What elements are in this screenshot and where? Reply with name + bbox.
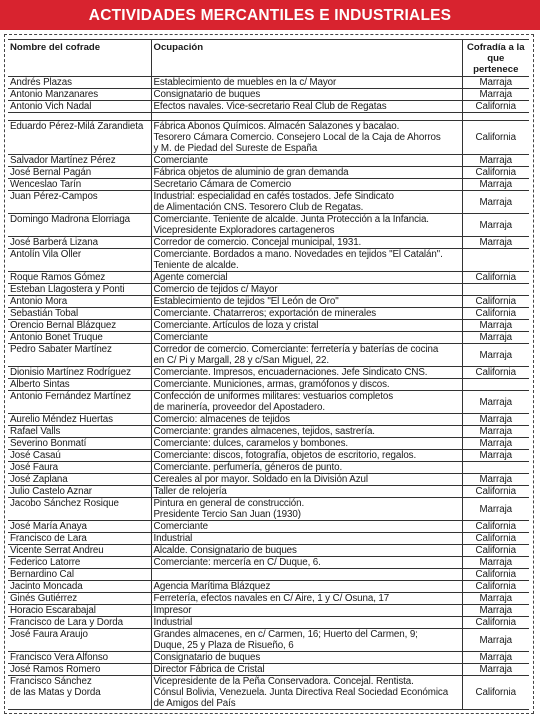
cofrade-name: Antonio Mora (8, 296, 151, 308)
cofrade-name: José Zaplana (8, 474, 151, 486)
cofrade-name: Sebastián Tobal (8, 308, 151, 320)
occupation-cell: Comerciante (151, 521, 462, 533)
table-row (8, 533, 529, 545)
cofradia-cell: Marraja (462, 629, 529, 652)
occupation-cell: Ferretería, efectos navales en C/ Aire, 1 y C/ Osuna, 17 (151, 593, 462, 605)
table-row (8, 676, 529, 710)
cofradia-cell (462, 249, 529, 272)
cofradia-cell: Marraja (462, 498, 529, 521)
cofradia-cell: California (462, 533, 529, 545)
cofradia-cell: California (462, 167, 529, 179)
table-row (8, 308, 529, 320)
cofradia-cell: Marraja (462, 557, 529, 569)
cofrade-name: Dionisio Martínez Rodríguez (8, 367, 151, 379)
cofrade-name: José Bernal Pagán (8, 167, 151, 179)
occupation-cell (151, 113, 462, 121)
cofrade-name: Antonio Fernández Martínez (8, 391, 151, 414)
occupation-cell: Impresor (151, 605, 462, 617)
occupation-cell: Comerciante. Teniente de alcalde. Junta Protección a la Infancia. Vicepresidente Exploradores cartageneros (151, 214, 462, 237)
cofrade-name: Jacobo Sánchez Rosique (8, 498, 151, 521)
occupation-cell: Secretario Cámara de Comercio (151, 179, 462, 191)
cofrade-name: Antonio Vich Nadal (8, 101, 151, 113)
table-row (8, 557, 529, 569)
table-row (8, 438, 529, 450)
cofradia-cell (462, 284, 529, 296)
cofradia-cell: California (462, 581, 529, 593)
cofradia-cell: California (462, 121, 529, 155)
cofrade-name: Alberto Sintas (8, 379, 151, 391)
cofrade-name: Roque Ramos Gómez (8, 272, 151, 284)
cofrade-name: José Faura (8, 462, 151, 474)
merchants-table (8, 39, 529, 710)
cofradia-cell: Marraja (462, 414, 529, 426)
table-row (8, 605, 529, 617)
table-row (8, 617, 529, 629)
occupation-cell: Comerciante. Bordados a mano. Novedades en tejidos "El Catalán". Teniente de alcalde. (151, 249, 462, 272)
cofrade-name: José Casaú (8, 450, 151, 462)
occupation-cell: Comerciante (151, 155, 462, 167)
occupation-cell: Director Fábrica de Cristal (151, 664, 462, 676)
cofradia-cell: Marraja (462, 474, 529, 486)
cofrade-name: Vicente Serrat Andreu (8, 545, 151, 557)
cofradia-cell: Marraja (462, 214, 529, 237)
cofrade-name: José María Anaya (8, 521, 151, 533)
table-row (8, 652, 529, 664)
cofradia-cell: Marraja (462, 344, 529, 367)
cofradia-cell: Marraja (462, 605, 529, 617)
occupation-cell: Cereales al por mayor. Soldado en la División Azul (151, 474, 462, 486)
cofradia-cell: Marraja (462, 155, 529, 167)
column-header-cofradia: Cofradía a la que pertenece (462, 40, 529, 77)
cofrade-name: Bernardino Cal (8, 569, 151, 581)
cofrade-name: Antonio Bonet Truque (8, 332, 151, 344)
table-row (8, 391, 529, 414)
occupation-cell: Fábrica objetos de aluminio de gran demanda (151, 167, 462, 179)
cofrade-name: Antolín Vila Oller (8, 249, 151, 272)
table-row (8, 155, 529, 167)
section-title-banner: ACTIVIDADES MERCANTILES E INDUSTRIALES (0, 0, 540, 30)
cofrade-name: José Ramos Romero (8, 664, 151, 676)
cofradia-cell: Marraja (462, 237, 529, 249)
table-row (8, 414, 529, 426)
occupation-cell: Pintura en general de construcción. Presidente Tercio San Juan (1930) (151, 498, 462, 521)
occupation-cell: Taller de relojería (151, 486, 462, 498)
occupation-cell: Comerciante (151, 332, 462, 344)
cofradia-cell: California (462, 521, 529, 533)
table-row (8, 545, 529, 557)
cofrade-name: Jacinto Moncada (8, 581, 151, 593)
cofrade-name: Juan Pérez-Campos (8, 191, 151, 214)
occupation-cell: Comercio: almacenes de tejidos (151, 414, 462, 426)
occupation-cell: Efectos navales. Vice-secretario Real Club de Regatas (151, 101, 462, 113)
table-row (8, 462, 529, 474)
cofrade-name: Orencio Bernal Blázquez (8, 320, 151, 332)
table-row (8, 426, 529, 438)
cofradia-cell: California (462, 308, 529, 320)
occupation-cell (151, 569, 462, 581)
cofrade-name: Horacio Escarabajal (8, 605, 151, 617)
occupation-cell: Comerciante. Chatarreros; exportación de minerales (151, 308, 462, 320)
table-row (8, 521, 529, 533)
cofradia-cell: California (462, 676, 529, 710)
occupation-cell: Comerciante: dulces, caramelos y bombones. (151, 438, 462, 450)
cofradia-cell: Marraja (462, 438, 529, 450)
table-row (8, 296, 529, 308)
cofrade-name: Francisco Vera Alfonso (8, 652, 151, 664)
table-row (8, 249, 529, 272)
table-row (8, 569, 529, 581)
occupation-cell: Comerciante: grandes almacenes, tejidos, sastrería. (151, 426, 462, 438)
occupation-cell: Establecimiento de muebles en la c/ Mayor (151, 77, 462, 89)
table-row (8, 593, 529, 605)
cofrade-name: Domingo Madrona Elorriaga (8, 214, 151, 237)
table-row (8, 89, 529, 101)
occupation-cell: Comerciante. Artículos de loza y cristal (151, 320, 462, 332)
table-row (8, 214, 529, 237)
cofradia-cell: Marraja (462, 664, 529, 676)
table-row (8, 167, 529, 179)
occupation-cell: Comercio de tejidos c/ Mayor (151, 284, 462, 296)
table-row (8, 101, 529, 113)
occupation-cell: Comerciante: mercería en C/ Duque, 6. (151, 557, 462, 569)
cofradia-cell: California (462, 486, 529, 498)
cofrade-name: Eduardo Pérez-Milá Zarandieta (8, 121, 151, 155)
cofrade-name: José Faura Araujo (8, 629, 151, 652)
table-row (8, 629, 529, 652)
cofrade-name: Ginés Gutiérrez (8, 593, 151, 605)
table-row (8, 332, 529, 344)
cofradia-cell: California (462, 272, 529, 284)
table-row (8, 581, 529, 593)
table-row (8, 664, 529, 676)
table-row (8, 344, 529, 367)
occupation-cell: Consignatario de buques (151, 652, 462, 664)
cofradia-cell: Marraja (462, 450, 529, 462)
table-row (8, 379, 529, 391)
occupation-cell: Comerciante. perfumería, géneros de punto. (151, 462, 462, 474)
cofrade-name: Esteban Llagostera y Ponti (8, 284, 151, 296)
cofrade-name: Francisco Sánchez de las Matas y Dorda (8, 676, 151, 710)
table-row (8, 179, 529, 191)
occupation-cell: Comerciante. Municiones, armas, gramófonos y discos. (151, 379, 462, 391)
cofradia-cell: Marraja (462, 89, 529, 101)
table-row (8, 121, 529, 155)
table-row (8, 450, 529, 462)
table-row (8, 77, 529, 89)
cofrade-name: Salvador Martínez Pérez (8, 155, 151, 167)
cofradia-cell: Marraja (462, 652, 529, 664)
table-row (8, 237, 529, 249)
cofradia-cell (462, 379, 529, 391)
cofrade-name: Severino Bonmatí (8, 438, 151, 450)
cofradia-cell: California (462, 101, 529, 113)
table-row (8, 113, 529, 121)
cofradia-cell: Marraja (462, 426, 529, 438)
table-header-row (8, 40, 529, 77)
cofrade-name: Federico Latorre (8, 557, 151, 569)
column-header-occupation: Ocupación (151, 40, 462, 77)
cofradia-cell: California (462, 545, 529, 557)
cofradia-cell: California (462, 617, 529, 629)
cofradia-cell: Marraja (462, 391, 529, 414)
occupation-cell: Grandes almacenes, en c/ Carmen, 16; Huerto del Carmen, 9; Duque, 25 y Plaza de Risueño, 6 (151, 629, 462, 652)
column-header-name: Nombre del cofrade (8, 40, 151, 77)
occupation-cell: Confección de uniformes militares: vestuarios completos de marinería, proveedor del Apostadero. (151, 391, 462, 414)
occupation-cell: Agente comercial (151, 272, 462, 284)
cofradia-cell: California (462, 367, 529, 379)
cofradia-cell: Marraja (462, 191, 529, 214)
table-row (8, 498, 529, 521)
table-row (8, 272, 529, 284)
occupation-cell: Industrial (151, 533, 462, 545)
cofradia-cell: Marraja (462, 332, 529, 344)
cofradia-cell: California (462, 569, 529, 581)
occupation-cell: Corredor de comercio. Comerciante: ferretería y baterías de cocina en C/ Pi y Margall, 28 y c/San Miguel, 22. (151, 344, 462, 367)
cofradia-cell: Marraja (462, 593, 529, 605)
cofrade-name: Francisco de Lara y Dorda (8, 617, 151, 629)
occupation-cell: Corredor de comercio. Concejal municipal, 1931. (151, 237, 462, 249)
cofrade-name: Antonio Manzanares (8, 89, 151, 101)
occupation-cell: Comerciante: discos, fotografía, objetos de escritorio, regalos. (151, 450, 462, 462)
table-row (8, 367, 529, 379)
cofrade-name: Wenceslao Tarín (8, 179, 151, 191)
cofradia-cell (462, 462, 529, 474)
occupation-cell: Establecimiento de tejidos "El León de Oro" (151, 296, 462, 308)
cofrade-name: Francisco de Lara (8, 533, 151, 545)
table-row (8, 474, 529, 486)
cofrade-name (8, 113, 151, 121)
occupation-cell: Consignatario de buques (151, 89, 462, 101)
cofradia-cell (462, 113, 529, 121)
occupation-cell: Comerciante. Impresos, encuadernaciones. Jefe Sindicato CNS. (151, 367, 462, 379)
occupation-cell: Industrial (151, 617, 462, 629)
cofrade-name: Pedro Sabater Martínez (8, 344, 151, 367)
occupation-cell: Fábrica Abonos Químicos. Almacén Salazones y bacalao. Tesorero Cámara Comercio. Consejero Local de la Caja de Ahorros y M. de Piedad del Sureste de España (151, 121, 462, 155)
table-row (8, 191, 529, 214)
cofradia-cell: California (462, 296, 529, 308)
table-row (8, 486, 529, 498)
table-row (8, 284, 529, 296)
cofradia-cell: Marraja (462, 179, 529, 191)
cofradia-cell: Marraja (462, 320, 529, 332)
occupation-cell: Alcalde. Consignatario de buques (151, 545, 462, 557)
occupation-cell: Vicepresidente de la Peña Conservadora. Concejal. Rentista. Cónsul Bolivia, Venezuela. Junta Directiva Real Sociedad Económica de Amigos del País (151, 676, 462, 710)
occupation-cell: Agencia Marítima Blázquez (151, 581, 462, 593)
cofrade-name: José Barberá Lizana (8, 237, 151, 249)
cofrade-name: Julio Castelo Aznar (8, 486, 151, 498)
cofrade-name: Aurelio Méndez Huertas (8, 414, 151, 426)
cofrade-name: Rafael Valls (8, 426, 151, 438)
cofrade-name: Andrés Plazas (8, 77, 151, 89)
table-row (8, 320, 529, 332)
occupation-cell: Industrial: especialidad en cafés tostados. Jefe Sindicato de Alimentación CNS. Tesorero Club de Regatas. (151, 191, 462, 214)
cofradia-cell: Marraja (462, 77, 529, 89)
